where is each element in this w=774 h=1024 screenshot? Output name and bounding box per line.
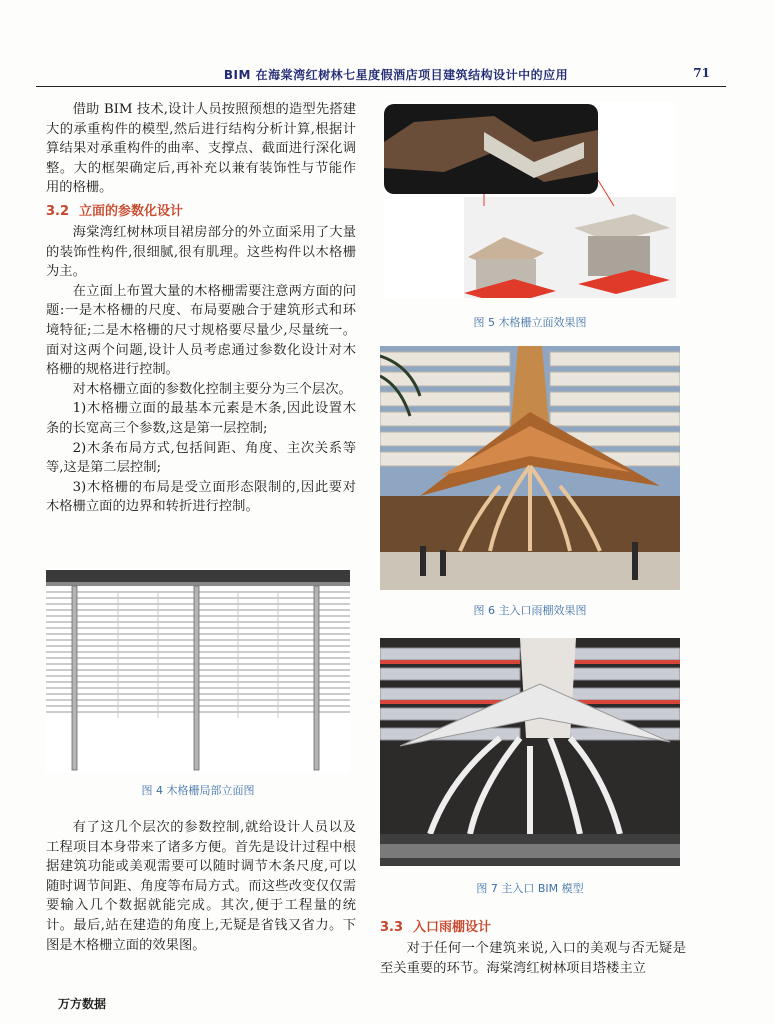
figure-4-grille-elevation [46,568,350,773]
left-column [46,100,356,517]
figure-7-caption: 图 7 主入口 BIM 模型 [476,882,584,895]
figure-6-canopy-rendering [380,346,680,590]
watermark-footer: 万方数据 [58,997,107,1011]
running-header-title: BIM 在海棠湾红树林七星度假酒店项目建筑结构设计中的应用 [223,68,569,82]
section-heading-3-2 [46,200,356,219]
header-rule [36,86,726,87]
figure-4-caption: 图 4 木格栅局部立面图 [141,784,255,797]
running-header [36,62,736,86]
paragraph: 对木格栅立面的参数化控制主要分为三个层次。 [72,381,352,397]
list-item: 1)木格栅立面的最基本元素是木条,因此设置木条的长宽高三个参数,这是第一层控制; [46,401,356,436]
list-item: 2)木条布局方式,包括间距、角度、主次关系等等,这是第二层控制; [46,440,356,476]
section-title: 立面的参数化设计 [79,203,184,219]
figure-7-bim-model [380,638,680,866]
section-heading-3-3 [380,916,686,935]
figure-5-caption: 图 5 木格栅立面效果图 [473,316,587,329]
paragraph: 借助 BIM 技术,设计人员按照预想的造型先搭建大的承重构件的模型,然后进行结构分析计算,根据计算结果对承重构件的曲率、支撑点、截面进行深化调整。大的框架确定后,再补充以兼有装饰性与节能作用的格栅。 [46,102,356,196]
paragraph: 在立面上布置大量的木格栅需要注意两方面的问题:一是木格栅的尺度、布局要融合于建筑形式和环境特征;二是木格栅的尺寸规格要尽量少,尽量统一。面对这两个问题,设计人员考虑通过参数化设计对木格栅的规格进行控制。 [46,283,356,378]
right-column-lower [380,914,686,978]
list-item: 3)木格栅的布局是受立面形态限制的,因此要对木格栅立面的边界和转折进行控制。 [46,479,356,515]
section-number: 3.2 [46,203,70,219]
left-column-lower [46,818,356,955]
figure-5-grille-rendering [384,102,676,298]
page-number: 71 [693,66,710,80]
figure-6-caption: 图 6 主入口雨棚效果图 [473,604,587,617]
section-title: 入口雨棚设计 [413,920,492,935]
paragraph: 对于任何一个建筑来说,入口的美观与否无疑是至关重要的环节。海棠湾红树林项目塔楼主立 [380,941,686,976]
section-number: 3.3 [380,920,404,935]
paragraph: 海棠湾红树林项目裙房部分的外立面采用了大量的装饰性构件,很细腻,很有肌理。这些构件以木格栅为主。 [46,224,356,280]
paragraph: 有了这几个层次的参数控制,就给设计人员以及工程项目本身带来了诸多方便。首先是设计过程中根据建筑功能或美观需要可以随时调节木条尺度,可以随时调节间距、角度等布局方式。而这些改变仅仅需要输入几个数据就能完成。其次,便于工程量的统计。最后,站在建造的角度上,无疑是省钱又省力。下图是木格栅立面的效果图。 [46,820,356,953]
